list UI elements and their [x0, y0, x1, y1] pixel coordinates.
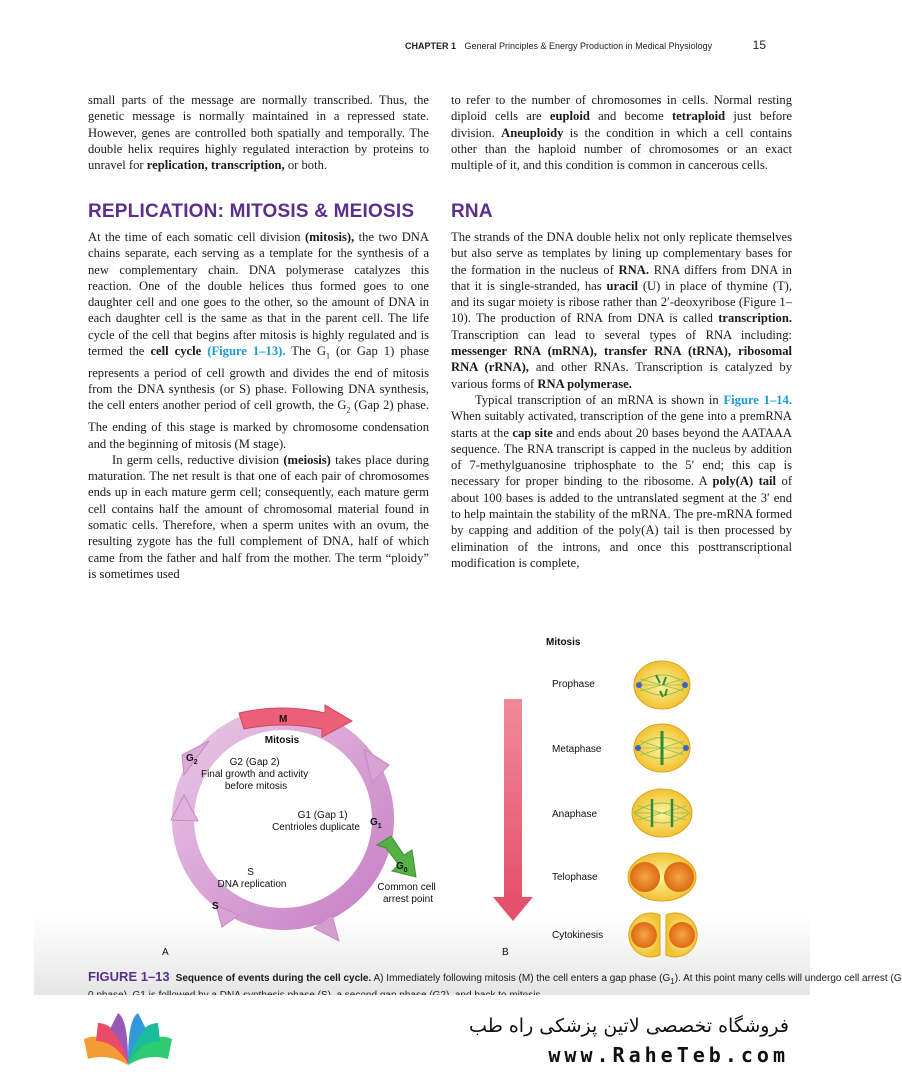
figure-reference-link[interactable]: Figure 1–14.: [723, 392, 792, 407]
text-run: At the time of each somatic cell division: [88, 230, 305, 244]
text-run: just before division.: [451, 109, 792, 140]
caption-text-2: ). At this point many cells will undergo cell arrest (G: [674, 973, 902, 984]
bold-term: (meiosis): [283, 452, 331, 467]
anaphase-cell: [632, 789, 692, 837]
time-arrow: [493, 699, 533, 921]
prophase-cell: [634, 661, 690, 709]
telophase-cell: [628, 853, 696, 901]
paragraph: [88, 92, 429, 173]
bold-term: uracil: [606, 278, 638, 293]
g1-description: G1 (Gap 1) Centrioles duplicate: [272, 810, 360, 833]
text-run: takes place during maturation. The net result is that one of each pair of chromosomes ends up in each mature germ cell; consequently, each mature germ cell contains half the amount of chromosomal material found in somatic cells. Therefore, when a sperm unites with an ovum, the resulting zygote has the full complement of DNA, half of which came from the father and half from the mother. The term “ploidy” is sometimes used: [88, 452, 429, 581]
g0-description: Common cell arrest point: [377, 882, 436, 905]
text-run: (Gap 2) phase. The ending of this stage is marked by chromosome condensation and the beginning of mitosis (M stage).: [88, 398, 429, 451]
text-run: and ends about 20 bases beyond the AATAAA sequence. The RNA transcript is capped in the nucleus by addition of 7-methylguanosine triphosphate to the 5′ end; this cap is necessary for proper binding to the ribosome. A: [451, 425, 792, 489]
mitosis-title: Mitosis: [546, 637, 581, 648]
page-number: 15: [752, 38, 766, 52]
right-column-body: [451, 229, 792, 571]
phase-label-metaphase: Metaphase: [552, 744, 602, 755]
figure-reference-link[interactable]: (Figure 1–13).: [201, 344, 286, 359]
chapter-title: General Principles & Energy Production in Medical Physiology: [464, 41, 713, 51]
text-run: small parts of the message are normally transcribed. Thus, the genetic message is normally maintained in a repressed state. However, genes are controlled both spatially and temporally. The double helix requires highly regulated interaction by proteins to unravel for: [88, 93, 429, 173]
caption-text: A) Immediately following mitosis (M) the cell enters a gap phase (G: [371, 973, 671, 984]
text-run: (U) in place of thymine (T), and its sugar moiety is ribose rather than 2′-deoxyribose (Figure 1–10). The production of RNA from DNA is called: [451, 278, 792, 326]
text-run: In germ cells, reductive division: [112, 452, 284, 467]
panel-b-label: B: [502, 947, 509, 958]
figure-artwork: [34, 615, 810, 1000]
phase-label-cytokinesis: Cytokinesis: [552, 930, 604, 941]
figure-1-13: [34, 615, 810, 1000]
chapter-number: CHAPTER 1: [404, 41, 456, 51]
bold-term: messenger RNA (mRNA), transfer RNA (tRNA), ribosomal RNA (rRNA),: [451, 344, 792, 375]
bold-term: RNA.: [618, 262, 649, 277]
figure-label: FIGURE 1–13: [88, 969, 170, 984]
g2-label: $G_2$: [186, 753, 198, 766]
bold-term: tetraploid: [671, 109, 726, 124]
bold-term: cell cycle: [150, 344, 202, 359]
panel-a-label: A: [162, 947, 169, 958]
bold-term: cap site: [512, 425, 553, 440]
phase-label-prophase: Prophase: [552, 679, 595, 690]
figure-caption: [88, 969, 902, 992]
m-label: M: [279, 714, 288, 725]
g1-label: $G_1$: [370, 817, 382, 830]
paragraph: [451, 92, 792, 173]
text-run: When suitably activated, transcription of the gene into a premRNA starts at the: [451, 409, 792, 440]
bold-term: replication, transcription,: [146, 158, 285, 173]
left-column-intro: [88, 92, 429, 173]
caption-title: Sequence of events during the cell cycle.: [175, 973, 372, 984]
text-run: (or Gap 1) phase represents a period of cell growth and divides the end of mitosis from the DNA synthesis (or S) phase. Following DNA synthesis, the cell enters another period of cell growth, the G: [88, 344, 429, 413]
paragraph: [88, 452, 429, 582]
phase-label-telophase: Telophase: [552, 872, 598, 883]
bold-term: RNA polymerase.: [537, 376, 632, 391]
phase-label-anaphase: Anaphase: [552, 809, 598, 820]
text-run: and become: [589, 109, 672, 124]
text-run: the two DNA chains separate, each serving as a template for the synthesis of a new complementary chain. DNA polymerase catalyzes this reaction. One of the double helices thus formed goes to one daughter cell and one goes to the other, so the amount of DNA in each daughter cell is the same as that in the parent cell. The life cycle of the cell that begins after mitosis is highly regulated and is termed the: [88, 230, 429, 359]
bold-term: (mitosis),: [304, 230, 355, 244]
text-run: RNA differs from DNA in that it is single-stranded, has: [451, 262, 792, 293]
s-description: S DNA replication: [217, 867, 287, 890]
s-label: S: [212, 901, 219, 912]
store-banner: [0, 995, 844, 1080]
text-run: 2: [346, 406, 351, 415]
paragraph: [88, 229, 429, 452]
text-run: of about 100 bases is added to the untranslated segment at the 3′ end to help maintain the stability of the mRNA. The pre-mRNA formed by capping and addition of the poly(A) tail is then processed by elimination of the introns, and once this posttranscriptional modification is complete,: [451, 474, 793, 570]
caption-subscript: 1: [670, 977, 675, 986]
text-run: Transcription can lead to several types of RNA including:: [451, 327, 792, 342]
book-logo-icon: [78, 1009, 178, 1069]
right-column-intro: [451, 92, 792, 173]
text-run: 1: [326, 351, 330, 361]
bold-term: poly(A) tail: [712, 474, 777, 489]
metaphase-cell: [634, 724, 690, 772]
paragraph: [451, 392, 792, 571]
g2-description: G2 (Gap 2) Final growth and activity before mitosis: [200, 757, 309, 792]
text-run: Typical transcription of an mRNA is shown in: [475, 392, 724, 407]
text-run: is the condition in which a cell contains other than the haploid number of chromosomes or an exact multiple of it, and this condition is common in cancerous cells.: [451, 125, 792, 173]
cytokinesis-cells: [629, 913, 697, 957]
text-run: and other RNAs. Transcription is catalyzed by various forms of: [451, 360, 792, 391]
text-run: to refer to the number of chromosomes in cells. Normal resting diploid cells are: [451, 93, 792, 124]
text-run: or both.: [284, 158, 328, 173]
left-column-body: [88, 229, 429, 582]
store-name: فروشگاه تخصصی لاتین پزشکی راه طب: [469, 1015, 789, 1037]
mitosis-label: Mitosis: [264, 735, 300, 746]
section-heading-replication: REPLICATION: MITOSIS & MEIOSIS: [88, 201, 415, 222]
bold-term: transcription.: [718, 311, 792, 326]
g0-label: $G_0$: [396, 861, 408, 874]
running-head: [405, 38, 766, 52]
bold-term: Aneuploidy: [501, 125, 564, 140]
bold-term: euploid: [549, 109, 590, 124]
paragraph: [451, 229, 792, 392]
text-run: The G: [285, 344, 326, 359]
text-run: The strands of the DNA double helix not only replicate themselves but also serve as templates by lining up complementary bases for the formation in the nucleus of: [451, 230, 792, 277]
store-url[interactable]: www.RaheTeb.com: [548, 1043, 789, 1067]
section-heading-rna: RNA: [451, 201, 493, 222]
